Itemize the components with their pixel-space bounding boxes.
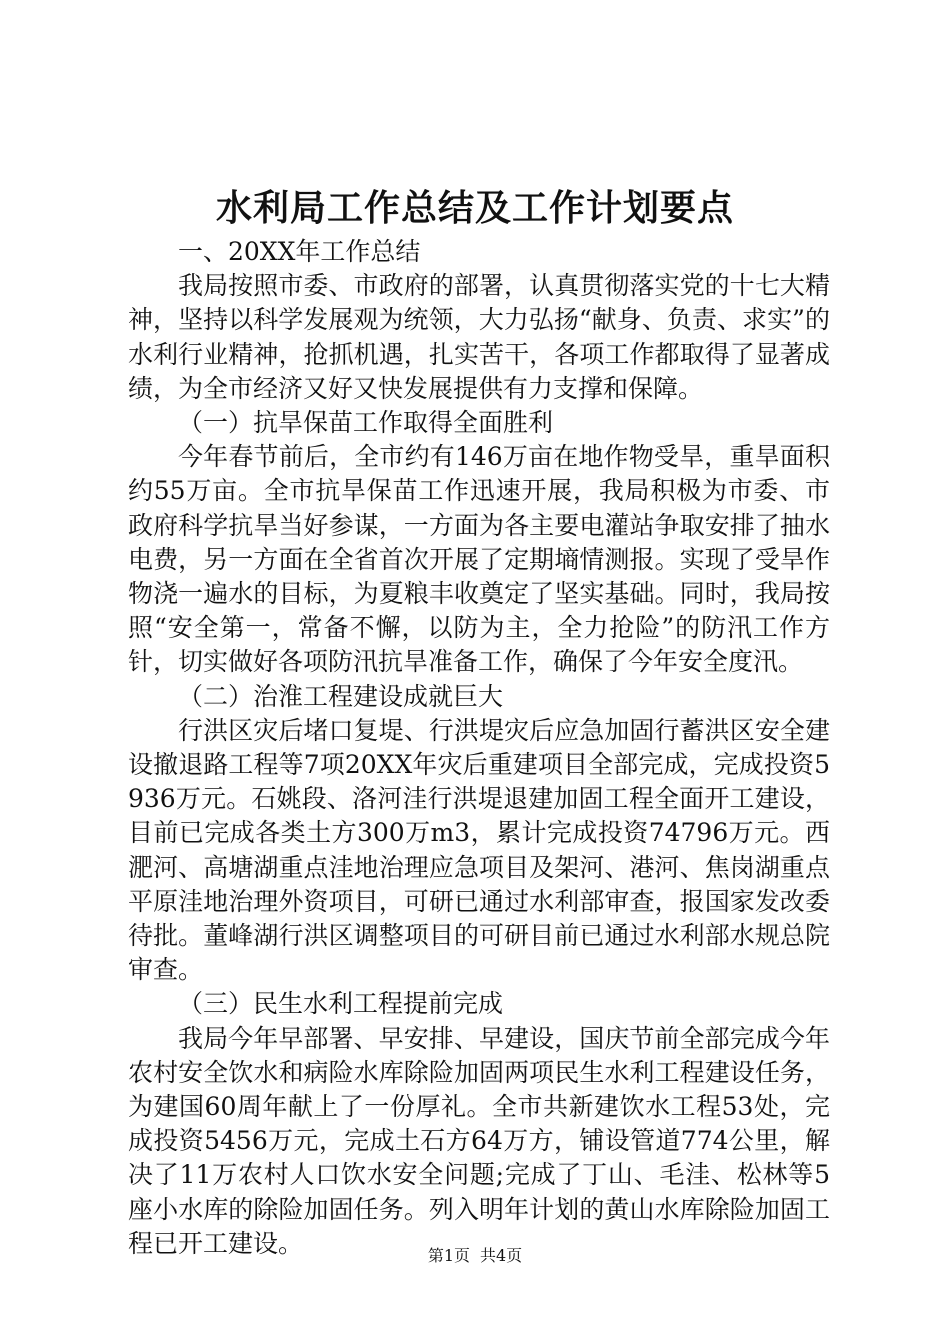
paragraph-huai-river: 行洪区灾后堵口复堤、行洪堤灾后应急加固行蓄洪区安全建设撤退路工程等7项20XX年灾后重建项目全部完成，完成投资5936万元。石姚段、洛河洼行洪堤退建加固工程全面开工建设，目前已完成各类土方300万m3，累计完成投资74796万元。西淝河、高塘湖重点洼地治理应急项目及架河、港河、焦岗湖重点平原洼地治理外资项目，可研已通过水利部审查，报国家发改委待批。董峰湖行洪区调整项目的可研目前已通过水利部水规总院审查。	[128, 715, 830, 985]
section-heading-huai-river: （二）治淮工程建设成就巨大	[178, 681, 504, 711]
page-footer	[0, 1244, 950, 1268]
paragraph-intro: 我局按照市委、市政府的部署，认真贯彻落实党的十七大精神，坚持以科学发展观为统领，大力弘扬“献身、负责、求实”的水利行业精神，抢抓机遇，扎实苦干，各项工作都取得了显著成绩，为全市经济又好又快发展提供有力支撑和保障。	[128, 271, 830, 403]
document-title: 水利局工作总结及工作计划要点	[215, 187, 734, 229]
paragraph-drought: 今年春节前后，全市约有146万亩在地作物受旱，重旱面积约55万亩。全市抗旱保苗工作迅速开展，我局积极为市委、市政府科学抗旱当好参谋，一方面为各主要电灌站争取安排了抽水电费，另一方面在全省首次开展了定期墒情测报。实现了受旱作物浇一遍水的目标，为夏粮丰收奠定了坚实基础。同时，我局按照“安全第一，常备不懈，以防为主，全力抢险”的防汛工作方针，切实做好各项防汛抗旱准备工作，确保了今年安全度汛。	[128, 442, 830, 677]
document-body	[128, 235, 830, 1261]
section-heading-drought: （一）抗旱保苗工作取得全面胜利	[178, 408, 554, 438]
page-total: 共4页	[480, 1246, 523, 1265]
section-heading-summary: 一、20XX年工作总结	[178, 237, 421, 266]
page-number: 第1页	[427, 1246, 470, 1265]
section-heading-livelihood: （三）民生水利工程提前完成	[178, 989, 504, 1019]
paragraph-livelihood: 我局今年早部署、早安排、早建设，国庆节前全部完成今年农村安全饮水和病险水库除险加固两项民生水利工程建设任务，为建国60周年献上了一份厚礼。全市共新建饮水工程53处，完成投资5456万元，完成土石方64万方，铺设管道774公里，解决了11万农村人口饮水安全问题;完成了丁山、毛洼、松林等5座小水库的除险加固任务。列入明年计划的黄山水库除险加固工程已开工建设。	[128, 1023, 830, 1258]
